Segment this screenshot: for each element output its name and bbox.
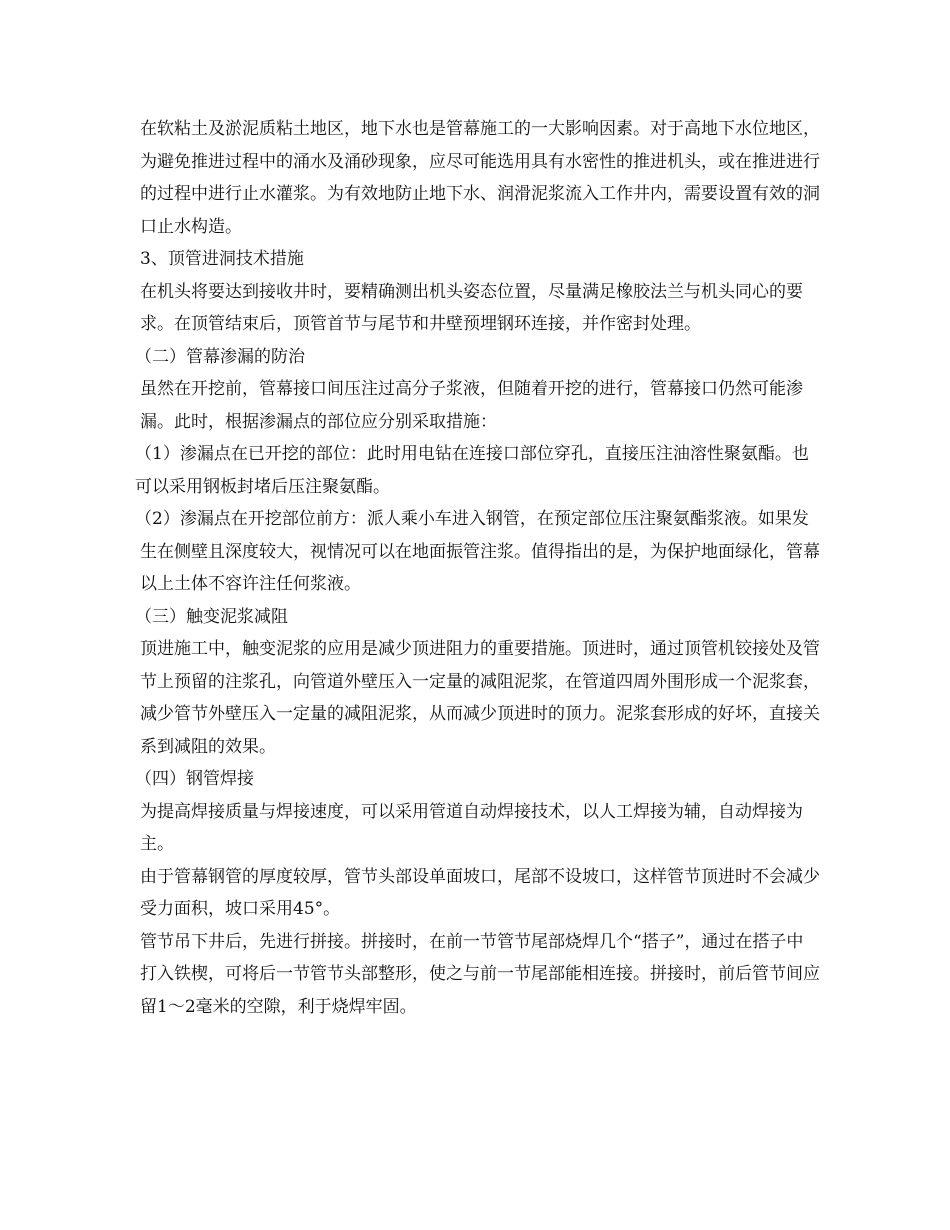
document-body [135,113,820,1023]
heading-leakage-prevention: （二）管幕渗漏的防治 [135,346,305,367]
paragraph-welding-bevel: 由于管幕钢管的厚度较厚，管节头部设单面坡口，尾部不设坡口，这样管节顶进时不会减少受力面积，坡口采用45°。 [140,866,820,919]
paragraph-leakage-case-2: （2）渗漏点在开挖部位前方：派人乘小车进入钢管，在预定部位压注聚氨酯浆液。如果发生在侧壁且深度较大，视情况可以在地面振管注浆。值得指出的是，为保护地面绿化，管幕以上土体不容许注任何浆液。 [135,509,820,594]
paragraph-leakage-case-1: （1）渗漏点在已开挖的部位：此时用电钻在连接口部位穿孔，直接压注油溶性聚氨酯。也可以采用钢板封堵后压注聚氨酯。 [135,444,809,497]
heading-steel-pipe-welding: （四）钢管焊接 [135,769,254,789]
paragraph-welding-method: 为提高焊接质量与焊接速度，可以采用管道自动焊接技术，以人工焊接为辅，自动焊接为主。 [140,801,803,854]
heading-thixotropic-slurry: （三）触变泥浆减阻 [135,606,288,627]
heading-pipe-entry-measures: 3、顶管进洞技术措施 [140,249,304,269]
paragraph-welding-assembly: 管节吊下井后，先进行拼接。拼接时，在前一节管节尾部烧焊几个“搭子”，通过在搭子中打入铁楔，可将后一节管节头部整形，使之与前一节尾部能相连接。拼接时，前后管节间应留1～2毫米的空隙，利于烧焊牢固。 [140,931,820,1017]
paragraph-slurry: 顶进施工中，触变泥浆的应用是减少顶进阻力的重要措施。顶进时，通过顶管机铰接处及管节上预留的注浆孔，向管道外壁压入一定量的减阻泥浆，在管道四周外围形成一个泥浆套，减少管节外壁压入一定量的减阻泥浆，从而减少顶进时的顶力。泥浆套形成的好坏，直接关系到减阻的效果。 [140,639,820,757]
paragraph-pipe-entry: 在机头将要达到接收井时，要精确测出机头姿态位置，尽量满足橡胶法兰与机头同心的要求。在顶管结束后，顶管首节与尾节和井壁预埋钢环连接，并作密封处理。 [140,281,803,334]
paragraph-leakage-intro: 虽然在开挖前，管幕接口间压注过高分子浆液，但随着开挖的进行，管幕接口仍然可能渗漏。此时，根据渗漏点的部位应分别采取措施： [140,379,803,432]
paragraph-groundwater: 在软粘土及淤泥质粘土地区，地下水也是管幕施工的一大影响因素。对于高地下水位地区，为避免推进过程中的涌水及涌砂现象，应尽可能选用具有水密性的推进机头，或在推进进行的过程中进行止水灌浆。为有效地防止地下水、润滑泥浆流入工作井内，需要设置有效的洞口止水构造。 [140,119,820,237]
